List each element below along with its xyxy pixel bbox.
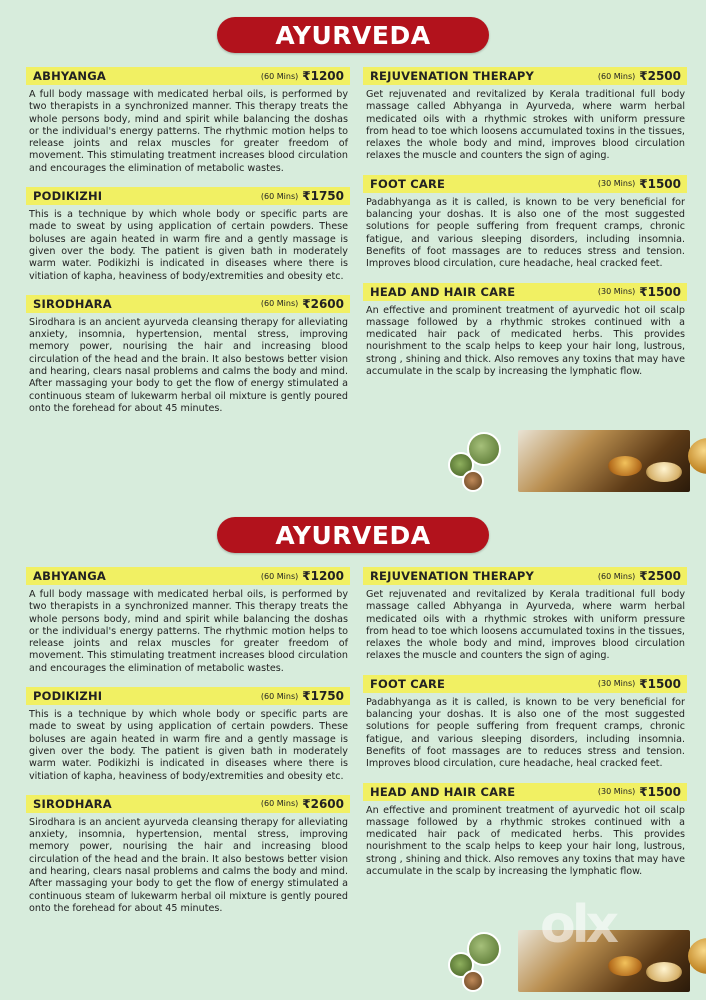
treatment-duration: (60 Mins) <box>260 71 299 81</box>
treatment-duration: (30 Mins) <box>597 287 636 297</box>
section-banner: AYURVEDA <box>217 17 489 53</box>
treatment-header <box>26 187 350 205</box>
treatment-name: PODIKIZHI <box>33 189 103 204</box>
olx-watermark: olx <box>540 895 616 955</box>
treatment-card-foot-care <box>363 175 687 271</box>
treatment-price: ₹1750 <box>302 689 344 704</box>
treatment-header <box>363 175 687 193</box>
left-column <box>26 67 350 427</box>
treatment-price: ₹1500 <box>639 676 681 691</box>
treatment-card-abhyanga <box>26 567 350 675</box>
treatment-card-podikizhi <box>26 187 350 283</box>
oil-pot <box>688 438 706 474</box>
treatment-card-foot-care <box>363 675 687 771</box>
treatment-name: REJUVENATION THERAPY <box>370 569 535 583</box>
treatment-header <box>363 67 687 85</box>
treatment-duration: (60 Mins) <box>260 691 299 701</box>
treatment-header <box>26 795 350 813</box>
treatment-header <box>26 687 350 705</box>
treatment-card-podikizhi <box>26 687 350 783</box>
ayurveda-photo-strip <box>440 430 690 492</box>
oil-bowls-photo <box>518 430 690 492</box>
left-column <box>26 567 350 927</box>
treatment-header <box>26 567 350 585</box>
treatment-card-rejuvenation <box>363 567 687 663</box>
treatment-price: ₹2600 <box>302 296 344 311</box>
treatment-duration: (30 Mins) <box>597 679 636 689</box>
treatment-price: ₹1750 <box>302 189 344 204</box>
right-column <box>363 567 687 890</box>
treatment-name: REJUVENATION THERAPY <box>370 69 535 83</box>
treatment-description: This is a technique by which whole body or specific parts are made to sweat by using application of certain powders. These boluses are again heated in warm fire and a gently massage is given over the body. The patient is given bath in moderately warm water. Podikizhi is indicated in diseases where there is vitiation of kapha, heaviness of body/extremities and obesity etc. <box>29 209 348 282</box>
treatment-name: SIRODHARA <box>33 296 112 311</box>
oil-pot <box>688 938 706 974</box>
treatment-duration: (60 Mins) <box>597 71 636 81</box>
treatment-description: A full body massage with medicated herbal oils, is performed by two therapists in a synchronized manner. This therapy treats the whole persons body, mind and spirit while balancing the doshas or the individual's energy patterns. The rhythmic motion helps to release joints and relax muscles for greater freedom of movement. This stimulating treatment increases blood circulation and encourages the elimination of metabolic wastes. <box>29 589 348 674</box>
treatment-description: A full body massage with medicated herbal oils, is performed by two therapists in a synchronized manner. This therapy treats the whole persons body, mind and spirit while balancing the doshas or the individual's energy patterns. The rhythmic motion helps to release joints and relax muscles for greater freedom of movement. This stimulating treatment increases blood circulation and encourages the elimination of metabolic wastes. <box>29 89 348 174</box>
treatment-header <box>26 67 350 85</box>
herb-bowl <box>608 956 642 976</box>
treatment-name: FOOT CARE <box>370 176 446 191</box>
herb-thumbnail <box>462 470 484 492</box>
treatment-name: HEAD AND HAIR CARE <box>370 284 516 299</box>
treatment-header <box>363 675 687 693</box>
treatment-description: Sirodhara is an ancient ayurveda cleansing therapy for alleviating anxiety, insomnia, hypertension, mental stress, improving memory power, nourising the hair and increasing blood circulation of the head and the brain. It also bestows better vision and hearing, clears nasal problems and calms the body and mind. After massaging your body to get the flow of energy stimulated a continuous steam of lukewarm herbal oil mixture is gently poured onto the forehead for about 45 minutes. <box>29 816 348 914</box>
treatment-duration: (60 Mins) <box>260 191 299 201</box>
treatment-card-head-hair-care <box>363 283 687 379</box>
treatment-description: An effective and prominent treatment of ayurvedic hot oil scalp massage followed by a rhythmic strokes continued with a medicated hair pack of medicated herbs. This provides nourishment to the scalp helps to keep your hair long, lustrous, strong , shining and thick. Also removes any toxins that may have accumulate in the scalp by increasing the lymphatic flow. <box>366 304 685 378</box>
treatment-name: SIRODHARA <box>33 796 112 811</box>
treatment-description: Get rejuvenated and revitalized by Kerala traditional full body massage called Abhyanga in Ayurveda, where warm herbal medicated oils with a rhythmic strokes with uniform pressure from head to toe which loosens accumulated toxins in the tissues, relaxes the whole body and mind, improves blood circulation relaxes the muscle and counters the sign of aging. <box>366 589 685 662</box>
treatment-header <box>363 783 687 801</box>
treatment-price: ₹1500 <box>639 784 681 799</box>
treatment-price: ₹2500 <box>639 69 681 83</box>
right-column <box>363 67 687 390</box>
treatment-duration: (60 Mins) <box>597 571 636 581</box>
treatment-header <box>363 567 687 585</box>
treatment-description: Padabhyanga as it is called, is known to be very beneficial for balancing your doshas. It is also one of the most suggested solutions for people suffering from frequent cramps, chronic fatigue, and various sleeping disorders, including insomnia. Benefits of foot massages are to reduces stress and tension. Improves blood circulation, cure headache, heal cracked feet. <box>366 696 685 770</box>
treatment-name: HEAD AND HAIR CARE <box>370 784 516 799</box>
treatment-price: ₹1200 <box>302 69 344 83</box>
treatment-card-sirodhara <box>26 295 350 415</box>
herb-bowl <box>608 456 642 476</box>
treatment-description: An effective and prominent treatment of ayurvedic hot oil scalp massage followed by a rhythmic strokes continued with a medicated hair pack of medicated herbs. This provides nourishment to the scalp helps to keep your hair long, lustrous, strong , shining and thick. Also removes any toxins that may have accumulate in the scalp by increasing the lymphatic flow. <box>366 804 685 878</box>
herb-bowl <box>646 962 682 982</box>
treatment-duration: (60 Mins) <box>260 571 299 581</box>
herb-bowl <box>646 462 682 482</box>
treatment-price: ₹1200 <box>302 569 344 583</box>
treatment-price: ₹2600 <box>302 796 344 811</box>
herb-thumbnail <box>462 970 484 992</box>
treatment-price: ₹1500 <box>639 176 681 191</box>
section-banner: AYURVEDA <box>217 517 489 553</box>
treatment-duration: (30 Mins) <box>597 787 636 797</box>
treatment-card-abhyanga <box>26 67 350 175</box>
treatment-header <box>363 283 687 301</box>
treatment-card-sirodhara <box>26 795 350 915</box>
treatment-name: PODIKIZHI <box>33 689 103 704</box>
treatment-description: Padabhyanga as it is called, is known to be very beneficial for balancing your doshas. It is also one of the most suggested solutions for people suffering from frequent cramps, chronic fatigue, and various sleeping disorders, including insomnia. Benefits of foot massages are to reduces stress and tension. Improves blood circulation, cure headache, heal cracked feet. <box>366 196 685 270</box>
treatment-description: Sirodhara is an ancient ayurveda cleansing therapy for alleviating anxiety, insomnia, hypertension, mental stress, improving memory power, nourising the hair and increasing blood circulation of the head and the brain. It also bestows better vision and hearing, clears nasal problems and calms the body and mind. After massaging your body to get the flow of energy stimulated a continuous steam of lukewarm herbal oil mixture is gently poured onto the forehead for about 45 minutes. <box>29 316 348 414</box>
treatment-price: ₹1500 <box>639 284 681 299</box>
treatment-name: FOOT CARE <box>370 676 446 691</box>
treatment-card-head-hair-care <box>363 783 687 879</box>
treatment-card-rejuvenation <box>363 67 687 163</box>
treatment-duration: (30 Mins) <box>597 179 636 189</box>
treatment-name: ABHYANGA <box>33 69 106 83</box>
treatment-description: This is a technique by which whole body or specific parts are made to sweat by using application of certain powders. These boluses are again heated in warm fire and a gently massage is given over the body. The patient is given bath in moderately warm water. Podikizhi is indicated in diseases where there is vitiation of kapha, heaviness of body/extremities and obesity etc. <box>29 709 348 782</box>
treatment-duration: (60 Mins) <box>260 799 299 809</box>
treatment-name: ABHYANGA <box>33 569 106 583</box>
treatment-duration: (60 Mins) <box>260 299 299 309</box>
treatment-description: Get rejuvenated and revitalized by Kerala traditional full body massage called Abhyanga in Ayurveda, where warm herbal medicated oils with a rhythmic strokes with uniform pressure from head to toe which loosens accumulated toxins in the tissues, relaxes the whole body and mind, improves blood circulation relaxes the muscle and counters the sign of aging. <box>366 89 685 162</box>
treatment-price: ₹2500 <box>639 569 681 583</box>
treatment-header <box>26 295 350 313</box>
